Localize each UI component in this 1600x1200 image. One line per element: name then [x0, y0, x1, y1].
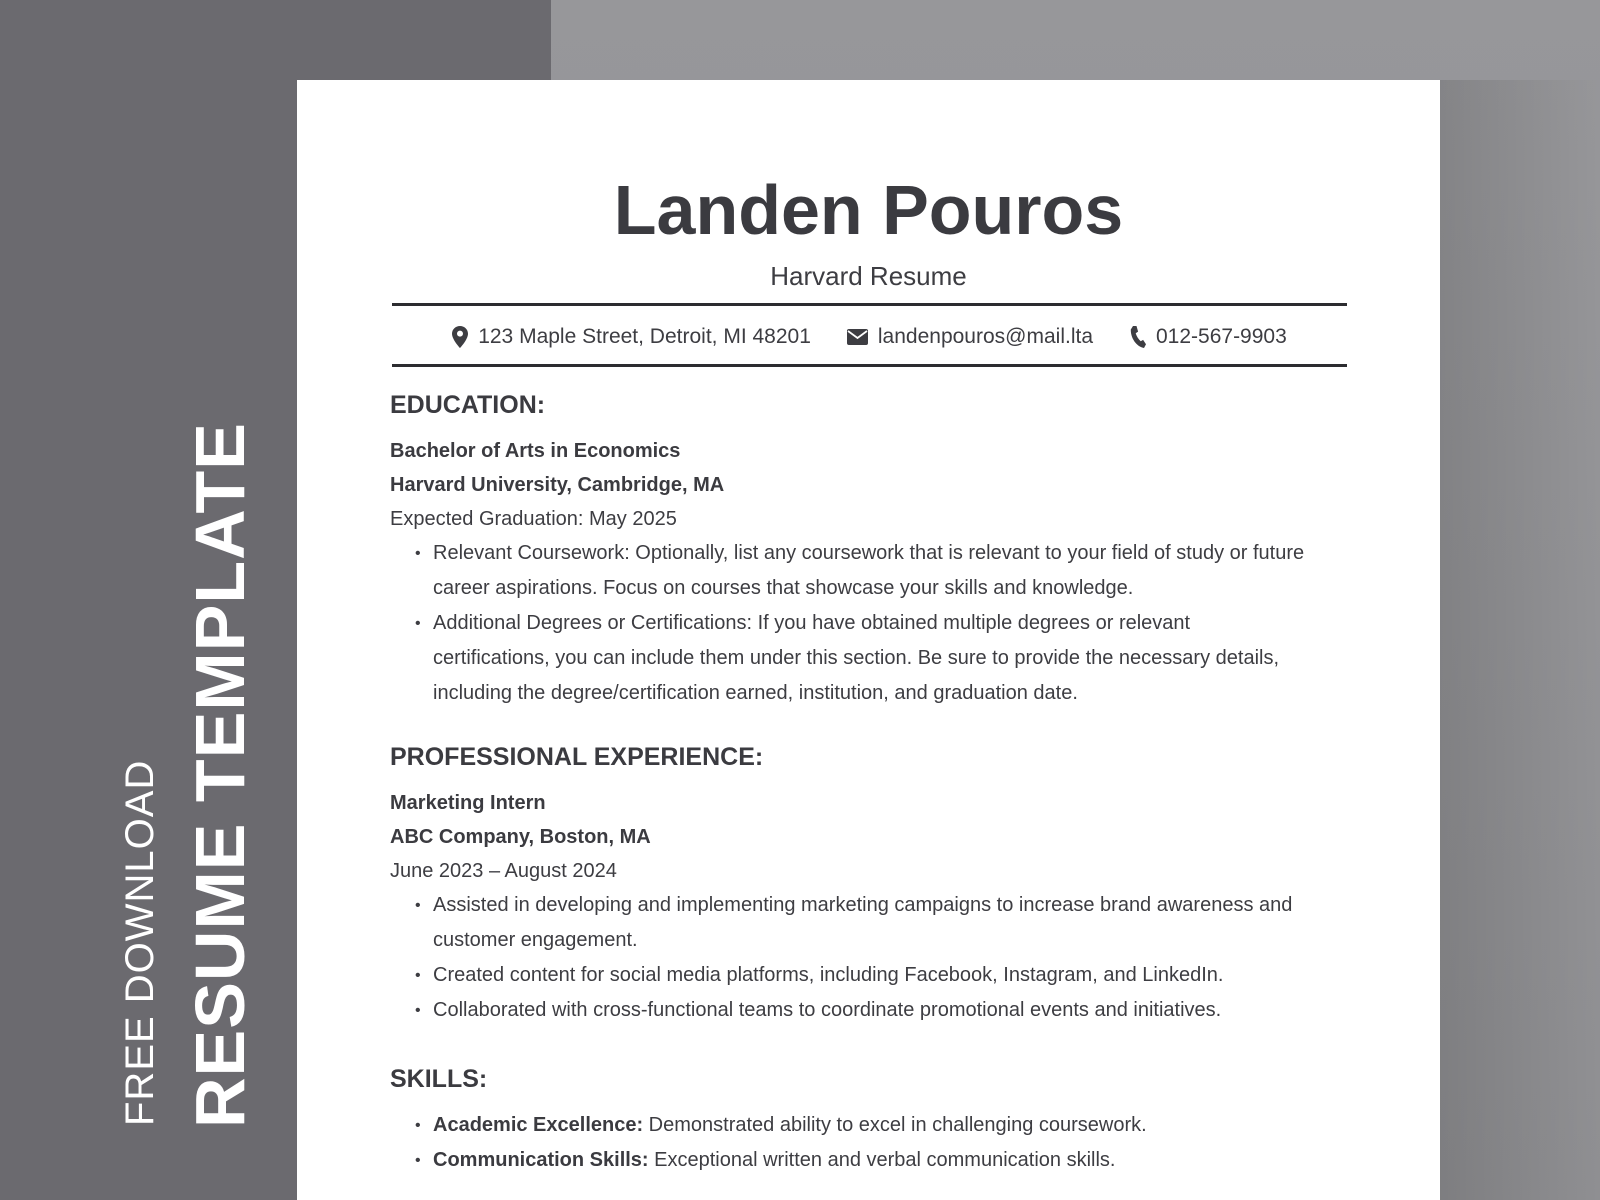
- email-text[interactable]: landenpouros@mail.lta: [877, 325, 1093, 348]
- envelope-icon: [847, 329, 868, 345]
- list-item: [390, 1108, 1350, 1143]
- skill-text: Exceptional written and verbal communication skills.: [648, 1149, 1116, 1171]
- contact-bottom-divider: [392, 364, 1347, 367]
- experience-section: [390, 742, 1350, 1028]
- list-item: • Assisted in developing and implementing marketing campaigns to increase brand awareness and customer engagement.: [390, 888, 1350, 958]
- promo-banner: [0, 0, 300, 1200]
- contact-address: [452, 325, 811, 349]
- skill-label: Academic Excellence:: [433, 1114, 644, 1136]
- location-pin-icon: [452, 326, 468, 348]
- education-bullets: [390, 536, 1350, 711]
- list-item: • Additional Degrees or Certifications: If you have obtained multiple degrees or relevant certifications, you can include them under this section. Be sure to provide the necessary details, including the degree/certification earned, institution, and graduation date.: [390, 606, 1350, 711]
- skill-text: Demonstrated ability to excel in challenging coursework.: [643, 1114, 1147, 1136]
- resume-page: [297, 80, 1440, 1200]
- list-item: [390, 1143, 1350, 1178]
- skills-section: [390, 1064, 1350, 1178]
- list-item: • Created content for social media platforms, including Facebook, Instagram, and LinkedIn.: [390, 958, 1350, 993]
- degree-title: Bachelor of Arts in Economics: [390, 440, 681, 462]
- education-section: [390, 390, 1350, 711]
- skills-bullets: [390, 1108, 1350, 1178]
- section-title-skills: SKILLS:: [390, 1065, 488, 1093]
- contact-bar: [392, 317, 1347, 357]
- contact-email[interactable]: [847, 325, 1093, 349]
- experience-bullets: [390, 888, 1350, 1028]
- list-item: • Collaborated with cross-functional teams to coordinate promotional events and initiatives.: [390, 993, 1350, 1028]
- contact-top-divider: [392, 303, 1347, 306]
- resume-subtitle: Harvard Resume: [770, 261, 967, 291]
- section-title-education: EDUCATION:: [390, 391, 546, 419]
- job-role: Marketing Intern: [390, 792, 546, 814]
- list-item: • Relevant Coursework: Optionally, list any coursework that is relevant to your field of study or future career aspirations. Focus on courses that showcase your skills and knowledge.: [390, 536, 1350, 606]
- address-text: 123 Maple Street, Detroit, MI 48201: [478, 325, 811, 348]
- company-name: ABC Company, Boston, MA: [390, 826, 651, 848]
- candidate-name: Landen Pouros: [613, 171, 1124, 249]
- contact-phone: [1129, 325, 1287, 349]
- graduation-date: Expected Graduation: May 2025: [390, 508, 677, 530]
- job-dates: June 2023 – August 2024: [390, 860, 617, 882]
- resume-template-label: RESUME TEMPLATE: [181, 422, 259, 1128]
- free-download-label: FREE DOWNLOAD: [118, 759, 162, 1126]
- phone-icon: [1129, 326, 1146, 348]
- paper-shadow: [1440, 80, 1600, 1200]
- resume-body: [390, 390, 1350, 1178]
- school-name: Harvard University, Cambridge, MA: [390, 474, 725, 496]
- phone-text: 012-567-9903: [1156, 325, 1287, 348]
- section-title-experience: PROFESSIONAL EXPERIENCE:: [390, 743, 764, 771]
- skill-label: Communication Skills:: [433, 1149, 649, 1171]
